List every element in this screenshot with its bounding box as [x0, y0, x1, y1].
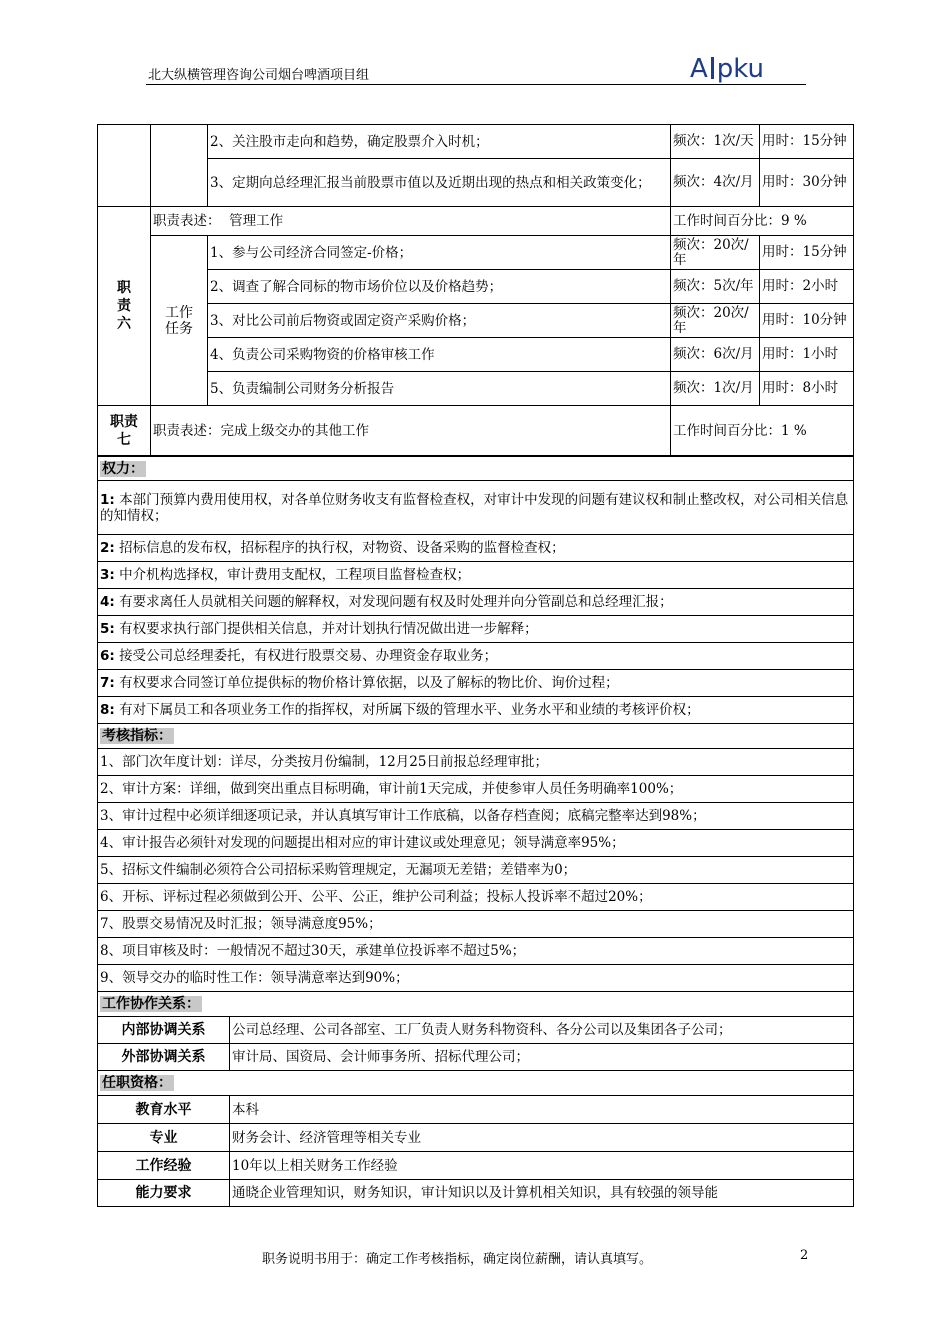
task-label-cell	[151, 125, 208, 207]
details-table	[97, 456, 854, 1207]
task-time: 用时：15分钟	[760, 236, 854, 270]
list-item: 9、领导交办的临时性工作：领导满意率达到90%；	[98, 965, 854, 992]
duties-table	[97, 124, 854, 456]
list-item: 8: 有对下属员工和各项业务工作的指挥权，对所属下级的管理水平、业务水平和业绩的考核评价权；	[98, 697, 854, 724]
education-value: 本科	[230, 1096, 854, 1124]
list-item: 5: 有权要求执行部门提供相关信息，并对计划执行情况做出进一步解释；	[98, 616, 854, 643]
table-row	[98, 338, 854, 372]
list-item: 4、审计报告必须针对发现的问题提出相对应的审计建议或处理意见；领导满意率95%；	[98, 830, 854, 857]
table-row	[98, 270, 854, 304]
experience-label: 工作经验	[98, 1152, 230, 1180]
task-frequency: 频次：5次/年	[671, 270, 760, 304]
list-item: 3: 中介机构选择权，审计费用支配权，工程项目监督检查权；	[98, 562, 854, 589]
task-frequency: 频次：20次/年	[671, 236, 760, 270]
duty7-label: 职责七	[98, 406, 151, 456]
duty6-label: 职责六	[98, 207, 151, 406]
task-content: 2、关注股市走向和趋势，确定股票介入时机；	[208, 125, 671, 159]
task-content: 3、定期向总经理汇报当前股票市值以及近期出现的热点和相关政策变化；	[208, 159, 671, 207]
cooperation-heading: 工作协作关系：	[98, 992, 854, 1017]
task-content: 4、负责公司采购物资的价格审核工作	[208, 338, 671, 372]
task-frequency: 频次：1次/月	[671, 372, 760, 406]
internal-coordination-label: 内部协调关系	[98, 1017, 230, 1044]
list-item: 7、股票交易情况及时汇报；领导满意度95%；	[98, 911, 854, 938]
table-row	[98, 406, 854, 456]
task-time: 用时：8小时	[760, 372, 854, 406]
task-time: 用时：2小时	[760, 270, 854, 304]
table-row	[98, 125, 854, 159]
internal-coordination-value: 公司总经理、公司各部室、工厂负责人财务科物资科、各分公司以及集团各子公司；	[230, 1017, 854, 1044]
list-item: 5、招标文件编制必须符合公司招标采购管理规定，无漏项无差错；差错率为0；	[98, 857, 854, 884]
task-content: 2、调查了解合同标的物市场价位以及价格趋势；	[208, 270, 671, 304]
powers-heading: 权力：	[98, 457, 854, 481]
task-content: 1、参与公司经济合同签定-价格；	[208, 236, 671, 270]
task-time: 用时：10分钟	[760, 304, 854, 338]
external-coordination-value: 审计局、国资局、会计师事务所、招标代理公司；	[230, 1044, 854, 1071]
footer-note: 职务说明书用于：确定工作考核指标，确定岗位薪酬，请认真填写。	[262, 1252, 653, 1267]
task-content: 3、对比公司前后物资或固定资产采购价格；	[208, 304, 671, 338]
ability-value: 通晓企业管理知识，财务知识，审计知识以及计算机相关知识，具有较强的领导能	[230, 1180, 854, 1207]
task-frequency: 频次：4次/月	[671, 159, 760, 207]
duty6-percent: 工作时间百分比：9 %	[671, 207, 854, 236]
experience-value: 10年以上相关财务工作经验	[230, 1152, 854, 1180]
major-label: 专业	[98, 1124, 230, 1152]
duty6-task-label: 工作任务	[151, 236, 208, 406]
list-item: 7: 有权要求合同签订单位提供标的物价格计算依据，以及了解标的物比价、询价过程；	[98, 670, 854, 697]
duty7-description: 职责表述：完成上级交办的其他工作	[151, 406, 671, 456]
list-item: 2、审计方案：详细，做到突出重点目标明确，审计前1天完成，并使参审人员任务明确率100%；	[98, 776, 854, 803]
list-item: 8、项目审核及时：一般情况不超过30天，承建单位投诉率不超过5%；	[98, 938, 854, 965]
task-frequency: 频次：6次/月	[671, 338, 760, 372]
table-row	[98, 304, 854, 338]
list-item: 4: 有要求离任人员就相关问题的解释权，对发现问题有权及时处理并向分管副总和总经理汇报；	[98, 589, 854, 616]
header-title: 北大纵横管理咨询公司烟台啤酒项目组	[148, 68, 370, 83]
table-row	[98, 159, 854, 207]
header-divider	[146, 84, 806, 85]
education-label: 教育水平	[98, 1096, 230, 1124]
list-item: 1、部门次年度计划：详尽，分类按月份编制，12月25日前报总经理审批；	[98, 749, 854, 776]
task-frequency: 频次：20次/年	[671, 304, 760, 338]
kpi-heading: 考核指标：	[98, 724, 854, 749]
ability-label: 能力要求	[98, 1180, 230, 1207]
table-row	[98, 372, 854, 406]
major-value: 财务会计、经济管理等相关专业	[230, 1124, 854, 1152]
duty6-description: 职责表述： 管理工作	[151, 207, 671, 236]
task-time: 用时：15分钟	[760, 125, 854, 159]
page-number: 2	[800, 1248, 809, 1263]
list-item: 1: 本部门预算内费用使用权，对各单位财务收支有监督检查权，对审计中发现的问题有建议权和制止整改权，对公司相关信息的知情权；	[98, 481, 854, 535]
table-row	[98, 236, 854, 270]
duty7-percent: 工作时间百分比：1 %	[671, 406, 854, 456]
external-coordination-label: 外部协调关系	[98, 1044, 230, 1071]
list-item: 6、开标、评标过程必须做到公开、公平、公正，维护公司利益；投标人投诉率不超过20%；	[98, 884, 854, 911]
company-logo: A pku	[690, 54, 765, 84]
task-time: 用时：1小时	[760, 338, 854, 372]
task-time: 用时：30分钟	[760, 159, 854, 207]
table-row	[98, 207, 854, 236]
qualifications-heading: 任职资格：	[98, 1071, 854, 1096]
list-item: 2: 招标信息的发布权，招标程序的执行权，对物资、设备采购的监督检查权；	[98, 535, 854, 562]
task-frequency: 频次：1次/天	[671, 125, 760, 159]
list-item: 3、审计过程中必须详细逐项记录，并认真填写审计工作底稿，以备存档查阅；底稿完整率达到98%；	[98, 803, 854, 830]
list-item: 6: 接受公司总经理委托，有权进行股票交易、办理资金存取业务；	[98, 643, 854, 670]
duty-label-cell	[98, 125, 151, 207]
task-content: 5、负责编制公司财务分析报告	[208, 372, 671, 406]
